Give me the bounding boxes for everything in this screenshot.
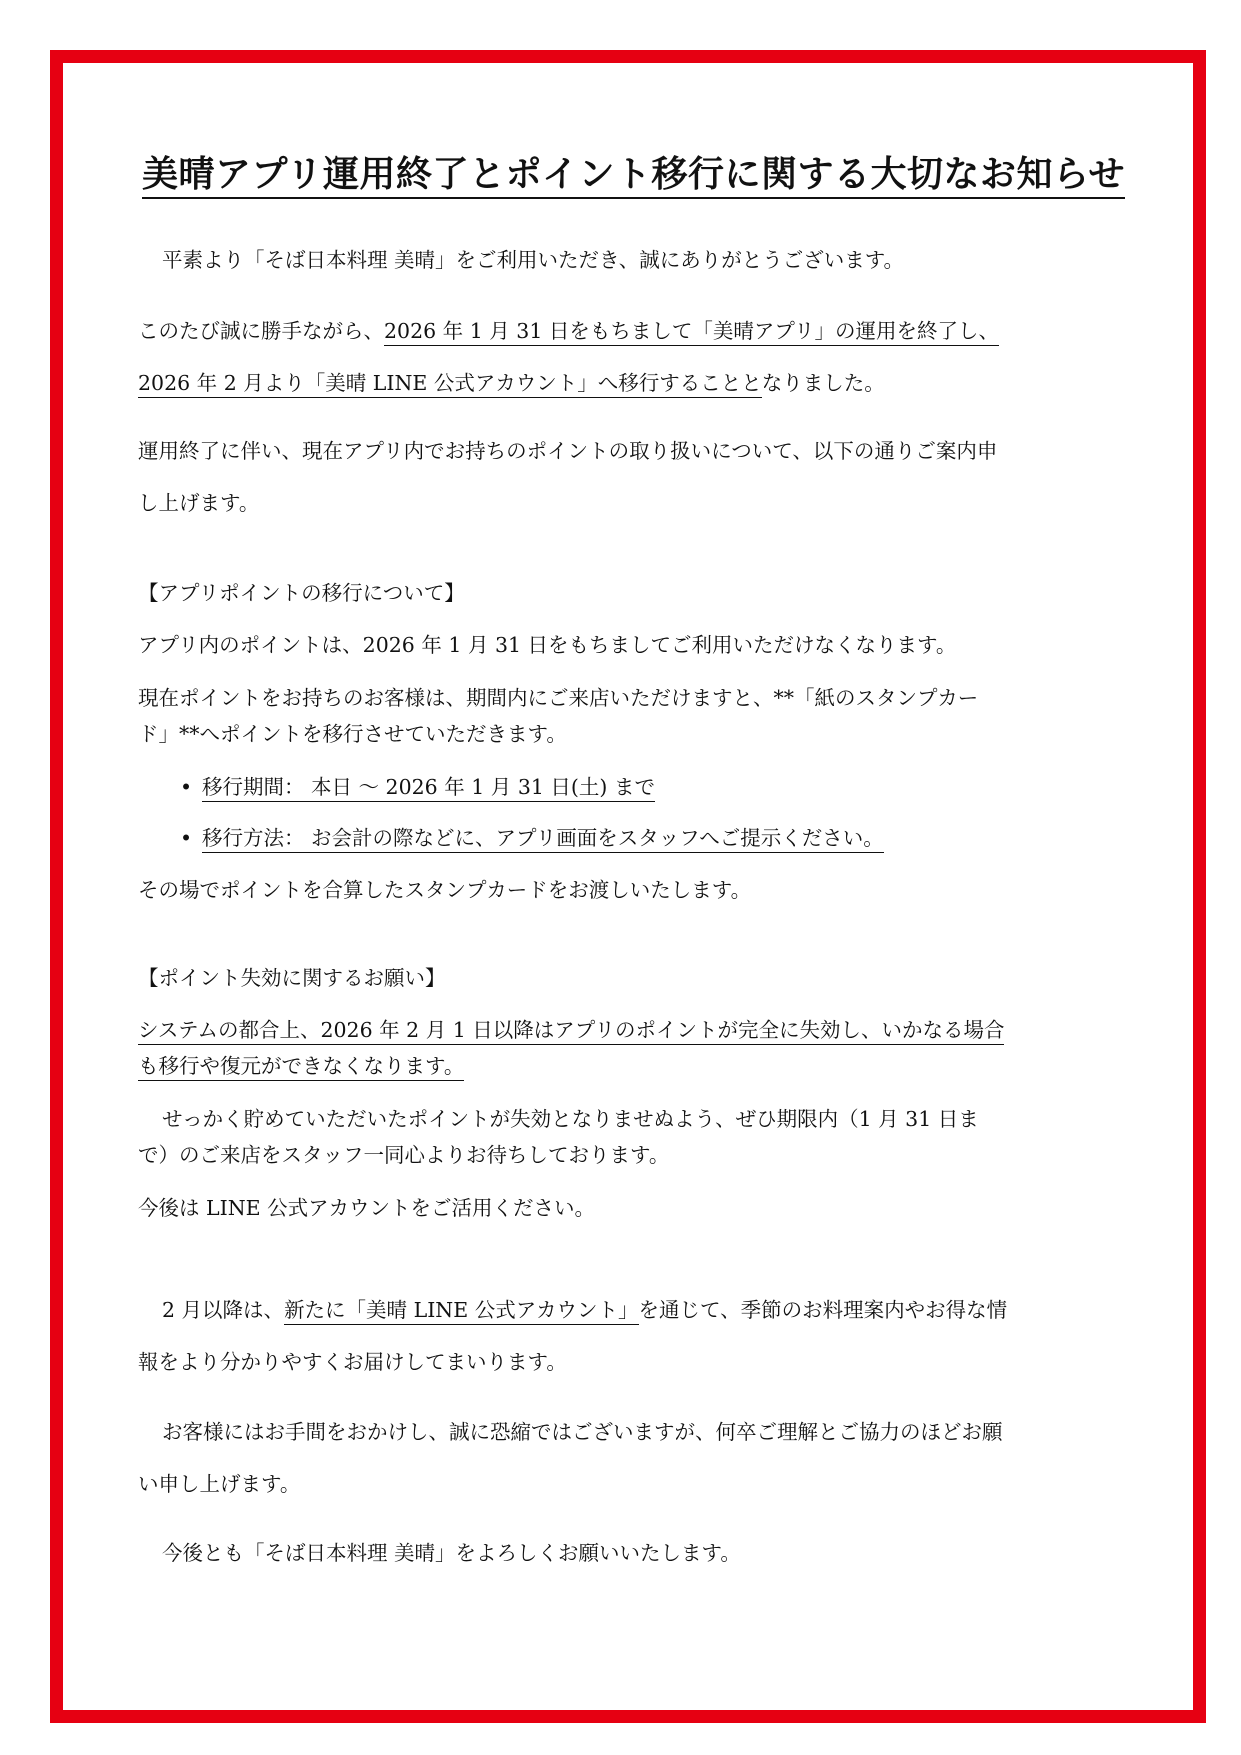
announce-date-migrate: 2026 年 2 月より「美晴 LINE 公式アカウント」へ移行することと [138,371,762,398]
bullet-dot: • [180,775,193,799]
expiry-warning-1 [138,1015,1004,1045]
closing-final-line: 今後とも「そば日本料理 美晴」をよろしくお願いいたします。 [162,1541,741,1565]
closing-feb-prefix: 2 月以降は、 [162,1298,285,1322]
announce-suffix: なりました。 [761,371,885,395]
intro-line: 平素より「そば日本料理 美晴」をご利用いただき、誠にありがとうございます。 [162,248,905,272]
migration-line-2b: ド」**へポイントを移行させていただきます。 [138,722,567,746]
expiry-warning-2 [138,1051,464,1081]
expiry-heading: 【ポイント失効に関するお願い】 [138,966,446,990]
announce-prefix: このたび誠に勝手ながら、 [138,319,384,343]
bullet-item-method [180,823,884,853]
closing-feb-line-2: 報をより分かりやすくお届けしてまいります。 [138,1350,567,1374]
expiry-use-line: 今後は LINE 公式アカウントをご活用ください。 [138,1196,595,1220]
expiry-warning-2-text: も移行や復元ができなくなります。 [138,1054,464,1081]
closing-apology-2: い申し上げます。 [138,1472,301,1496]
points-intro-line-2: し上げます。 [138,491,260,515]
bullet-dot: • [180,826,193,850]
bullet-text-method: 移行方法： お会計の際などに、アプリ画面をスタッフへご提示ください。 [202,826,884,853]
notice-title-text: 美晴アプリ運用終了とポイント移行に関する大切なお知らせ [142,153,1125,199]
points-intro-line-1: 運用終了に伴い、現在アプリ内でお持ちのポイントの取り扱いについて、以下の通りご案内申 [138,439,998,463]
expiry-warning-1-text: システムの都合上、2026 年 2 月 1 日以降はアプリのポイントが完全に失効し、いかなる場合 [138,1018,1004,1045]
migration-line-1: アプリ内のポイントは、2026 年 1 月 31 日をもちましてご利用いただけなくなります。 [138,633,957,657]
announce-date-end: 2026 年 1 月 31 日をもちまして「美晴アプリ」の運用を終了し、 [384,319,999,346]
migration-heading: 【アプリポイントの移行について】 [138,581,465,605]
closing-feb-line-1 [138,1295,1007,1325]
closing-feb-line-account: 新たに「美晴 LINE 公式アカウント」 [284,1298,638,1325]
closing-feb-suffix: を通じて、季節のお料理案内やお得な情 [638,1298,1008,1322]
migration-line-3: その場でポイントを合算したスタンプカードをお渡しいたします。 [138,878,752,902]
closing-apology-1: お客様にはお手間をおかけし、誠に恐縮ではございますが、何卒ご理解とご協力のほどお願 [162,1420,1003,1444]
bullet-item-period [180,772,655,802]
migration-line-2a: 現在ポイントをお持ちのお客様は、期間内にご来店いただけますと、**「紙のスタンプカー [138,686,979,710]
announce-line-1 [138,316,999,346]
announce-line-2 [138,368,885,398]
expiry-request-1: せっかく貯めていただいたポイントが失効となりませぬよう、ぜひ期限内（1 月 31 日ま [162,1107,979,1131]
notice-title [142,150,1125,198]
expiry-request-2: で）のご来店をスタッフ一同心よりお待ちしております。 [138,1143,670,1167]
bullet-text-period: 移行期間： 本日 ～ 2026 年 1 月 31 日(土) まで [202,775,655,802]
